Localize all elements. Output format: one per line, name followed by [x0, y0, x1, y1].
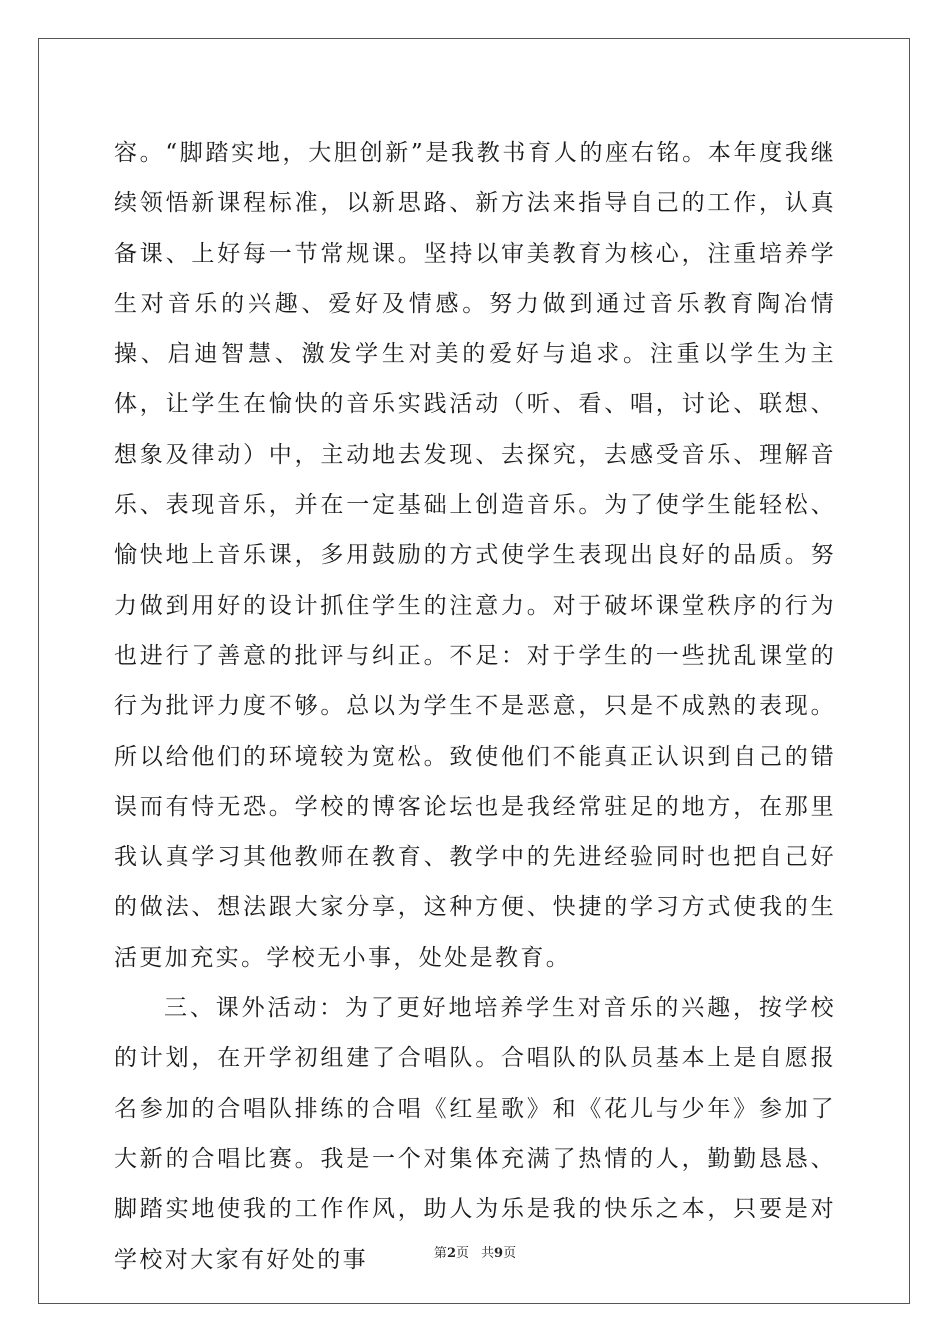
total-label-prefix: 共 — [481, 1246, 495, 1261]
page-footer — [0, 1242, 950, 1261]
page-label-prefix: 第 — [433, 1246, 447, 1261]
page-label-suffix: 页 — [455, 1246, 469, 1261]
total-label-suffix: 页 — [503, 1246, 517, 1261]
document-body — [114, 128, 836, 1285]
body-paragraph-2: 三、课外活动：为了更好地培养学生对音乐的兴趣，按学校的计划，在开学初组建了合唱队。合唱队的队员基本上是自愿报名参加的合唱队排练的合唱《红星歌》和《花儿与少年》参加了大新的合唱比赛。我是一个对集体充满了热情的人，勤勤恳恳、脚踏实地使我的工作作风，助人为乐是我的快乐之本，只要是对学校对大家有好处的事 — [114, 995, 836, 1273]
body-paragraph-1: 容。“脚踏实地，大胆创新”是我教书育人的座右铭。本年度我继续领悟新课程标准，以新思路、新方法来指导自己的工作，认真备课、上好每一节常规课。坚持以审美教育为核心，注重培养学生对音乐的兴趣、爱好及情感。努力做到通过音乐教育陶冶情操、启迪智慧、激发学生对美的爱好与追求。注重以学生为主体，让学生在愉快的音乐实践活动（听、看、唱，讨论、联想、想象及律动）中，主动地去发现、去探究，去感受音乐、理解音乐、表现音乐，并在一定基础上创造音乐。为了使学生能轻松、愉快地上音乐课，多用鼓励的方式使学生表现出良好的品质。努力做到用好的设计抓住学生的注意力。对于破坏课堂秩序的行为也进行了善意的批评与纠正。不足：对于学生的一些扰乱课堂的行为批评力度不够。总以为学生不是恶意，只是不成熟的表现。所以给他们的环境较为宽松。致使他们不能真正认识到自己的错误而有恃无恐。学校的博客论坛也是我经常驻足的地方，在那里我认真学习其他教师在教育、教学中的先进经验同时也把自己好的做法、想法跟大家分享，这种方便、快捷的学习方式使我的生活更加充实。学校无小事，处处是教育。 — [114, 140, 836, 971]
current-page-number: 2 — [446, 1246, 456, 1261]
total-page-number: 9 — [494, 1246, 504, 1261]
